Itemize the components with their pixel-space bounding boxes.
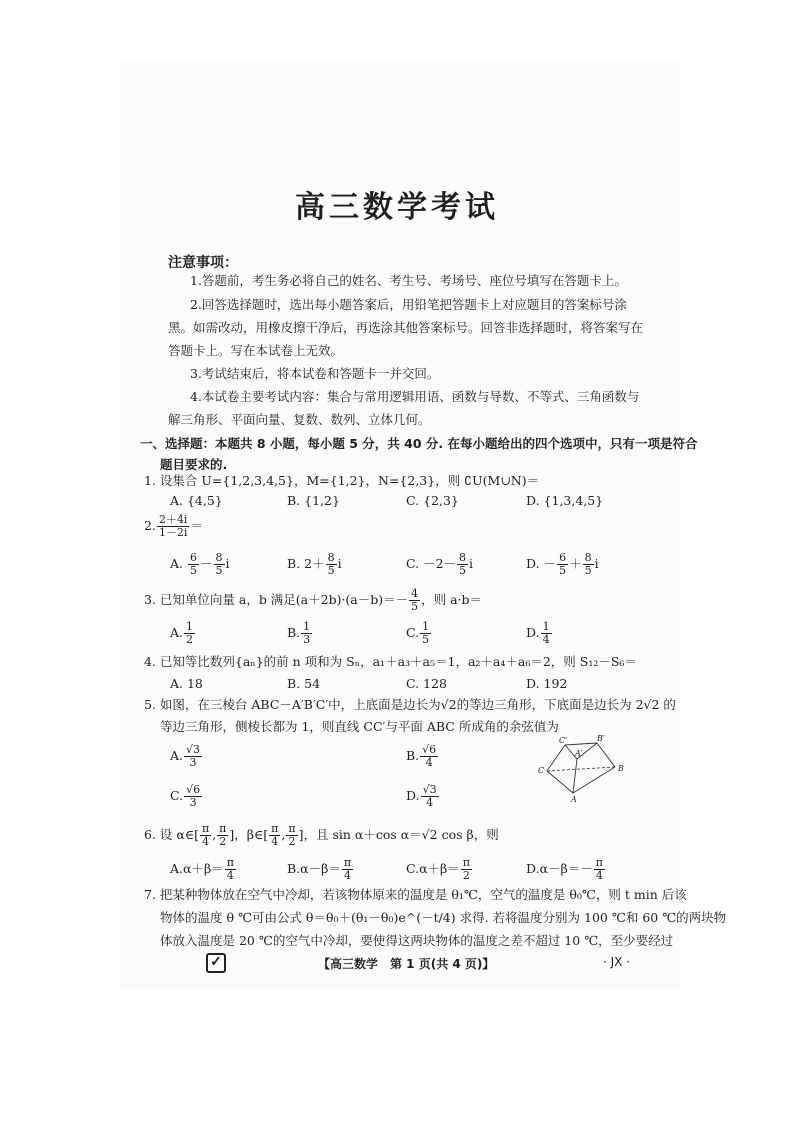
fraction-num: 1 bbox=[303, 620, 311, 633]
question-3-stem bbox=[144, 588, 482, 613]
q6-stem-part: 6. 设 α∈[ bbox=[144, 827, 199, 842]
q6-fraction bbox=[269, 823, 280, 848]
fraction-den: 5 bbox=[584, 564, 592, 577]
fraction-num: π bbox=[343, 856, 352, 869]
footer-code: · JX · bbox=[603, 955, 631, 969]
fraction-num: π bbox=[271, 822, 279, 835]
q4-option-b: B. 54 bbox=[287, 676, 321, 691]
fraction-den: 4 bbox=[226, 869, 234, 882]
label-b-prime: B′ bbox=[597, 735, 605, 743]
fraction-num: π bbox=[226, 856, 234, 869]
option-label: A. bbox=[170, 861, 184, 876]
question-1-stem: 1. 设集合 U={1,2,3,4,5}，M={1,2}，N={2,3}，则 ∁U(M∪N)＝ bbox=[144, 473, 540, 488]
q3-option-c bbox=[406, 621, 432, 646]
q2-option-b bbox=[287, 552, 342, 577]
fraction-den: 4 bbox=[271, 835, 279, 848]
fraction-num: 8 bbox=[584, 551, 592, 564]
fraction-num: √3 bbox=[422, 783, 437, 796]
q2-denominator: 1－2i bbox=[158, 526, 188, 539]
q2-option-a bbox=[170, 552, 230, 577]
option-suffix: i bbox=[469, 556, 474, 571]
fraction-den: 5 bbox=[422, 633, 430, 646]
q3-option-a bbox=[170, 621, 196, 646]
q3-option-d bbox=[526, 621, 553, 646]
q2-prefix: 2. bbox=[144, 518, 156, 533]
question-5-line: 等边三角形，侧棱长都为 1，则直线 CC′与平面 ABC 所成角的余弦值为 bbox=[160, 719, 559, 734]
edge-ab bbox=[573, 767, 615, 793]
fraction-num: 8 bbox=[215, 551, 223, 564]
option-fraction bbox=[342, 857, 353, 882]
q1-option-c: C. {2,3} bbox=[406, 493, 459, 508]
fraction-den: 3 bbox=[189, 796, 197, 809]
fraction-den: 5 bbox=[190, 564, 197, 577]
option-suffix: i bbox=[594, 556, 599, 571]
edge-ca bbox=[547, 771, 573, 793]
notice-line: 答题卡上。写在本试卷上无效。 bbox=[168, 343, 344, 358]
option-fraction bbox=[461, 857, 472, 882]
option-label: D. bbox=[526, 861, 540, 876]
option-fraction bbox=[421, 784, 439, 809]
fraction-den: 2 bbox=[288, 835, 296, 848]
fraction-den: 2 bbox=[186, 633, 194, 646]
option-op: ＋ bbox=[569, 556, 582, 571]
fraction-den: 4 bbox=[595, 869, 603, 882]
option-label: D. bbox=[406, 788, 420, 803]
fraction-den: 2 bbox=[219, 835, 227, 848]
q5-option-d bbox=[406, 784, 440, 809]
fraction-num: 8 bbox=[459, 551, 467, 564]
option-label: D. bbox=[526, 556, 540, 571]
fraction-den: 3 bbox=[189, 756, 197, 769]
option-prefix: － bbox=[543, 556, 557, 571]
q4-option-a: A. 18 bbox=[170, 676, 203, 691]
fraction-num: π bbox=[288, 822, 296, 835]
label-a-prime: A′ bbox=[575, 749, 583, 758]
option-label: A. bbox=[170, 748, 184, 763]
option-label: B. bbox=[287, 556, 301, 571]
q4-option-c: C. 128 bbox=[406, 676, 447, 691]
option-fraction bbox=[420, 744, 438, 769]
q5-option-b bbox=[406, 744, 439, 769]
frustum-figure bbox=[535, 735, 630, 805]
fraction-num: 1 bbox=[542, 620, 550, 633]
q6-fraction bbox=[217, 823, 228, 848]
option-fraction bbox=[541, 621, 552, 646]
fraction-den: 2 bbox=[462, 869, 470, 882]
option-fraction bbox=[583, 552, 594, 577]
q6-stem-part: ]，β∈[ bbox=[229, 827, 269, 842]
q2-numerator: 2＋4i bbox=[158, 513, 188, 526]
option-label: C. bbox=[406, 556, 420, 571]
fraction-num: 1 bbox=[186, 620, 194, 633]
q6-fraction bbox=[200, 823, 211, 848]
q4-option-d: D. 192 bbox=[526, 676, 568, 691]
q6-stem-part: ]，且 sin α＋cos α＝√2 cos β，则 bbox=[298, 827, 499, 842]
option-fraction bbox=[420, 621, 431, 646]
option-fraction bbox=[457, 552, 468, 577]
q6-option-a bbox=[170, 857, 237, 882]
fraction-num: 6 bbox=[559, 551, 567, 564]
fraction-den: 5 bbox=[411, 600, 419, 613]
edge-aa1 bbox=[573, 759, 577, 793]
notice-line: 黑。如需改动，用橡皮擦干净后，再选涂其他答案标号。回答非选择题时，将答案写在 bbox=[168, 320, 644, 335]
option-suffix: i bbox=[225, 556, 230, 571]
notice-line: 1.答题前，考生务必将自己的姓名、考生号、考场号、座位号填写在答题卡上。 bbox=[190, 273, 627, 288]
fraction-den: 4 bbox=[542, 633, 550, 646]
q2-suffix: ＝ bbox=[190, 518, 203, 533]
edge-c1b1 bbox=[565, 743, 597, 745]
option-label: C. bbox=[406, 861, 420, 876]
q6-option-b bbox=[287, 857, 354, 882]
label-c: C bbox=[538, 766, 545, 775]
edge-cb bbox=[547, 767, 615, 771]
q6-option-d bbox=[526, 857, 606, 882]
check-mark-icon: ✓ bbox=[206, 953, 226, 973]
option-prefix: 2＋ bbox=[304, 556, 325, 571]
fraction-den: 5 bbox=[215, 564, 223, 577]
q6-option-c bbox=[406, 857, 473, 882]
fraction-den: 4 bbox=[202, 835, 210, 848]
notice-line: 3.考试结束后，将本试卷和答题卡一并交回。 bbox=[190, 366, 440, 381]
fraction-num: √6 bbox=[422, 743, 437, 756]
question-7-line: 体放入温度是 20 ℃的空气中冷却，要使得这两块物体的温度之差不超过 10 ℃，至少要经过 bbox=[160, 933, 674, 948]
fraction-num: π bbox=[219, 822, 227, 835]
q2-option-d bbox=[526, 552, 599, 577]
q5-option-c bbox=[170, 784, 203, 809]
option-label: D. bbox=[526, 625, 540, 640]
notice-line: 2.回答选择题时，选出每小题答案后，用铅笔把答题卡上对应题目的答案标号涂 bbox=[190, 297, 627, 312]
q1-option-d: D. {1,3,4,5} bbox=[526, 493, 604, 508]
option-prefix: α－β＝ bbox=[300, 861, 341, 876]
option-label: B. bbox=[406, 748, 420, 763]
page-footer: 【高三数学 第 1 页(共 4 页)】 bbox=[318, 957, 495, 971]
edge-cc1 bbox=[547, 745, 565, 771]
fraction-den: 4 bbox=[343, 869, 351, 882]
fraction-den: 5 bbox=[559, 564, 567, 577]
page-title: 高三数学考试 bbox=[295, 190, 499, 225]
label-c-prime: C′ bbox=[559, 736, 567, 745]
option-label: B. bbox=[287, 861, 301, 876]
option-suffix: i bbox=[337, 556, 342, 571]
question-4-stem: 4. 已知等比数列{aₙ}的前 n 项和为 Sₙ，a₁＋a₃＋a₅＝1，a₂＋a₄＋a₆＝2，则 S₁₂－S₆＝ bbox=[144, 654, 637, 669]
fraction-num: 8 bbox=[327, 551, 335, 564]
option-fraction bbox=[184, 784, 202, 809]
fraction-den: 3 bbox=[303, 633, 311, 646]
option-fraction bbox=[214, 552, 225, 577]
fraction-den: 5 bbox=[459, 564, 467, 577]
option-label: A. bbox=[170, 625, 184, 640]
option-prefix: α－β＝－ bbox=[539, 861, 593, 876]
q3-fraction bbox=[409, 588, 420, 613]
q3-stem-post: ，则 a·b＝ bbox=[421, 592, 483, 607]
fraction-num: 1 bbox=[422, 620, 430, 633]
question-7-line: 7. 把某种物体放在空气中冷却，若该物体原来的温度是 θ₁℃，空气的温度是 θ₀℃，则 t min 后该 bbox=[144, 887, 687, 902]
option-fraction bbox=[184, 744, 202, 769]
label-b: B bbox=[618, 764, 624, 773]
q2-fraction bbox=[157, 514, 190, 539]
fraction-den: 5 bbox=[327, 564, 335, 577]
option-prefix: α＋β＝ bbox=[183, 861, 224, 876]
option-fraction bbox=[184, 621, 195, 646]
question-5-line: 5. 如图，在三棱台 ABC－A′B′C′中，上底面是边长为√2的等边三角形，下底面是边长为 2√2 的 bbox=[144, 697, 676, 712]
notice-heading: 注意事项： bbox=[168, 255, 238, 271]
q3-option-b bbox=[287, 621, 313, 646]
q2-option-c bbox=[406, 552, 473, 577]
option-fraction bbox=[188, 552, 199, 577]
option-label: C. bbox=[170, 788, 184, 803]
notice-line: 4.本试卷主要考试内容：集合与常用逻辑用语、函数与导数、不等式、三角函数与 bbox=[190, 389, 640, 404]
question-7-line: 物体的温度 θ ℃可由公式 θ＝θ₀＋(θ₁－θ₀)e^(－t/4) 求得. 若将温度分别为 100 ℃和 60 ℃的两块物 bbox=[160, 910, 727, 925]
option-fraction bbox=[326, 552, 337, 577]
q3-stem-pre: 3. 已知单位向量 a，b 满足(a＋2b)·(a－b)＝－ bbox=[144, 592, 409, 607]
fraction-den: 4 bbox=[425, 756, 433, 769]
fraction-den: 4 bbox=[426, 796, 434, 809]
section-heading-cont: 题目要求的. bbox=[160, 457, 228, 472]
q5-option-a bbox=[170, 744, 203, 769]
fraction-num: π bbox=[201, 822, 210, 835]
fraction-num: √3 bbox=[186, 743, 201, 756]
option-fraction bbox=[301, 621, 312, 646]
option-fraction bbox=[594, 857, 605, 882]
fraction-num: 4 bbox=[411, 587, 419, 600]
option-label: A. bbox=[170, 556, 184, 571]
section-heading: 一、选择题：本题共 8 小题，每小题 5 分，共 40 分. 在每小题给出的四个选项中，只有一项是符合 bbox=[140, 436, 698, 451]
option-label: C. bbox=[406, 625, 420, 640]
option-prefix: －2－ bbox=[423, 556, 457, 571]
option-fraction bbox=[225, 857, 236, 882]
edge-bb1 bbox=[597, 743, 615, 767]
q6-fraction bbox=[286, 823, 297, 848]
question-6-stem: 6. 设 α∈[ $\frac{\pi}{4}$ , $\frac{\pi}{2}$ ]，β∈[ $\frac{\pi}{4}$ , $\frac{\pi}{2}$ ]，且 sin α＋cos α＝√2 cos β，则 bbox=[144, 822, 499, 848]
fraction-num: π bbox=[462, 856, 470, 869]
fraction-num: 6 bbox=[190, 551, 197, 564]
label-a: A bbox=[571, 795, 577, 804]
question-2-stem bbox=[144, 514, 203, 539]
fraction-num: π bbox=[595, 856, 603, 869]
fraction-num: √6 bbox=[186, 783, 201, 796]
option-fraction bbox=[557, 552, 568, 577]
option-prefix: α＋β＝ bbox=[419, 861, 460, 876]
option-op: － bbox=[200, 556, 213, 571]
q1-option-a: A. {4,5} bbox=[170, 493, 223, 508]
notice-line: 解三角形、平面向量、复数、数列、立体几何。 bbox=[168, 412, 431, 427]
q1-option-b: B. {1,2} bbox=[287, 493, 340, 508]
option-label: B. bbox=[287, 625, 301, 640]
